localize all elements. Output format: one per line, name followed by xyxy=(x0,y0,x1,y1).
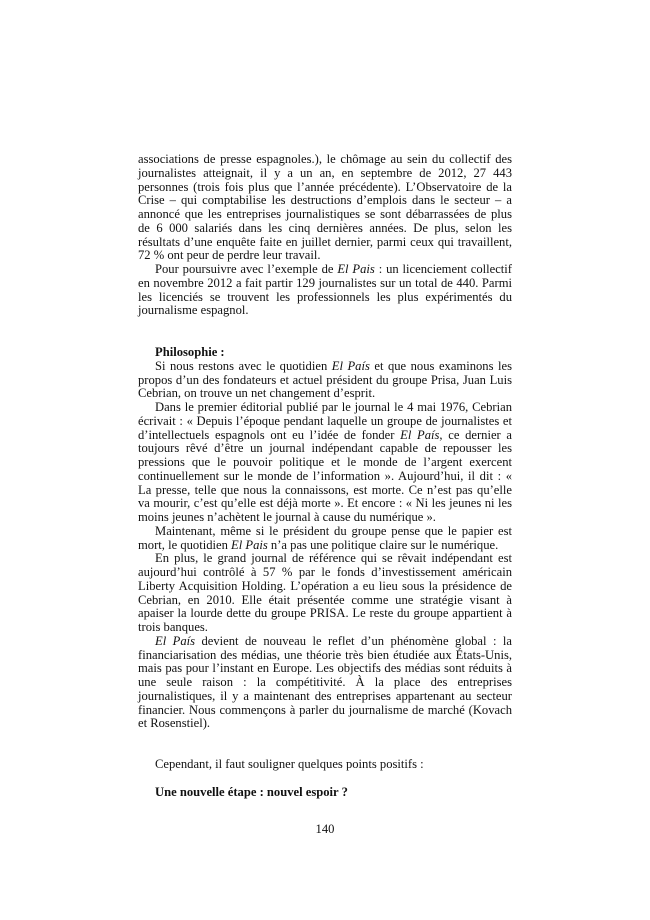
text-run: devient de nouveau le reflet d’un phénomène global : la financiarisation des médias, une théorie très bien étudiée aux États-Unis, mais pas pour l’instant en Europe. Les objectifs des médias sont réduits à une seule raison : la compétitivité. À la place des entreprises journalistiques, il y a maintenant des entreprises appartenant au secteur financier. Nous commençons à parler du journalisme de marché (Kovach et Rosenstiel). xyxy=(138,633,512,731)
section-heading: Une nouvelle étape : nouvel espoir ? xyxy=(155,784,348,799)
text-run: n’a pas une politique claire sur le numérique. xyxy=(267,537,499,552)
text-run: et que nous examinons les propos d’un des fondateurs et actuel président du groupe Prisa, Juan Luis Cebrian, on trouve un net changement d’esprit. xyxy=(138,358,512,401)
page-number: 140 xyxy=(315,821,335,836)
text-run: Dans le premier éditorial publié par le journal le 4 mai 1976, Cebrian écrivait : « Depuis l’époque pendant laquelle un groupe de journalistes et d’intellectuels espagnols ont eu l’idée de fonder xyxy=(138,400,512,442)
text-block-cependant xyxy=(138,758,512,772)
italic-title: El País xyxy=(155,633,196,648)
italic-title: El País xyxy=(400,427,440,442)
paragraph xyxy=(138,153,512,263)
text-run: , ce dernier a toujours rêvé d’être un journal indépendant capable de repousser les pressions que le pouvoir politique et le monde de l’argent exercent continuellement sur le monde de l’information ». Aujourd’hui, il dit : « La presse, telle que nous la connaissons, est morte. Ce n’est pas qu’elle va mourir, c’est qu’elle est déjà morte ». Et encore : « Ni les jeunes ni les moins jeunes n’achètent le journal à cause du numérique ». xyxy=(138,427,513,524)
paragraph xyxy=(138,635,512,731)
text-run: associations de presse espagnoles.), le chômage au sein du collectif des journalistes atteignait, il y a un an, en septembre de 2012, 27 443 personnes (trois fois plus que l’année précédente). L’Observatoire de la Crise – qui comptabilise les destructions d’emplois dans le secteur – a annoncé que les entreprises journalistiques se sont débarrassées de plus de 6 000 salariés dans les cinq dernières années. De plus, selon les résultats d’une enquête faite en juillet dernier, parmi ceux qui travaillent, 72 % ont peur de perdre leur travail. xyxy=(138,152,512,263)
paragraph xyxy=(138,758,512,772)
text-run: En plus, le grand journal de référence qui se rêvait indépendant est aujourd’hui contrôlé à 57 % par le fonds d’investissement américain Liberty Acquisition Holding. L’opération a eu lieu sous la présidence de Cebrian, en 2010. Elle était présentée comme une stratégie visant à apaiser la lourde dette du groupe PRISA. Le reste du groupe appartient à trois banques. xyxy=(138,551,512,634)
paragraph xyxy=(138,360,512,401)
text-block-intro xyxy=(138,153,512,318)
section-heading: Philosophie : xyxy=(155,345,225,359)
italic-title: El País xyxy=(331,358,370,373)
section-nouvelle-etape xyxy=(138,786,512,800)
italic-title: El Pais xyxy=(337,262,375,276)
text-run: Pour poursuivre avec l’exemple de xyxy=(155,262,338,276)
paragraph xyxy=(138,401,512,525)
paragraph xyxy=(138,263,512,318)
text-run: Cependant, il faut souligner quelques points positifs : xyxy=(155,757,424,771)
text-run: Maintenant, même si le président du groupe pense que le papier est mort, le quotidien xyxy=(138,523,512,552)
paragraph xyxy=(138,552,512,635)
section-philosophie xyxy=(138,346,512,731)
text-run: : un licenciement collectif en novembre 2012 a fait partir 129 journalistes sur un total de 440. Parmi les licenciés se trouvent les professionnels les plus expérimentés du journalisme espagnol. xyxy=(138,262,513,318)
paragraph xyxy=(138,525,512,553)
text-run: Si nous restons avec le quotidien xyxy=(155,358,332,373)
italic-title: El Pais xyxy=(231,537,268,552)
page-body xyxy=(138,0,512,876)
